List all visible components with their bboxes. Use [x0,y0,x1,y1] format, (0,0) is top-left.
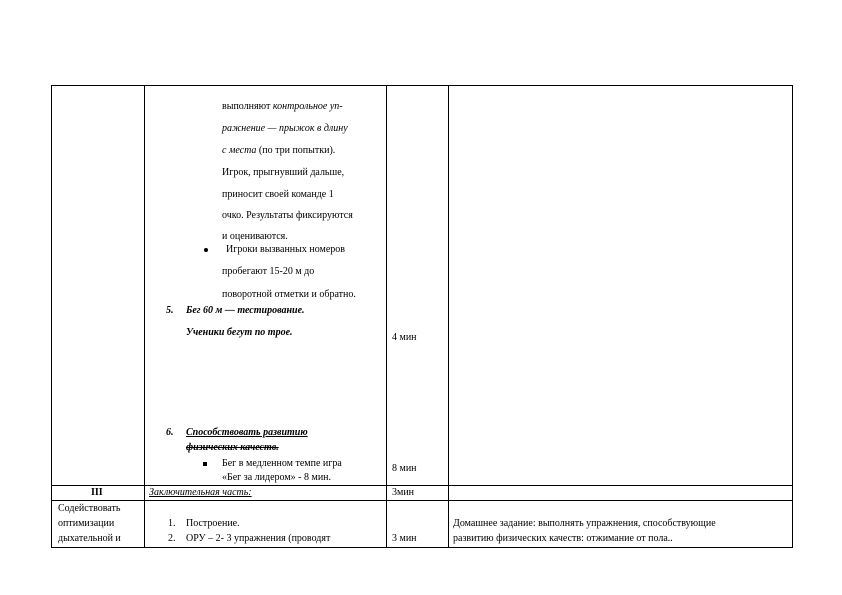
col-border-left [51,85,52,548]
item6-time: 8 мин [392,463,417,474]
list-item-2-text: ОРУ – 2- 3 упражнения (проводят [186,533,331,544]
para-line-3: с места (по три попытки). [222,145,336,156]
goal-line-1: Содействовать [58,503,121,514]
para-line-2: ражнение — прыжок в длину [222,123,348,134]
item6-bullet-line-1: Бег в медленном темпе игра [222,458,342,469]
item6-title-1: Способствовать развитию [186,427,308,438]
para-line-7: и оцениваются. [222,231,288,242]
table-bottom-border [51,547,793,548]
para-line-5: приносит своей команде 1 [222,189,334,200]
bullet-line-2: пробегают 15-20 м до [222,266,315,277]
col-border-2 [386,85,387,548]
col-border-1 [144,85,145,548]
table-top-border [51,85,793,86]
section3-title: Заключительная часть: [149,487,252,498]
list-item-2-number: 2. [168,533,176,544]
list-item-1-text: Построение. [186,518,240,529]
final-row-time: 3 мин [392,533,417,544]
bullet-line-1: Игроки вызванных номеров [226,244,346,255]
goal-line-2: оптимизации [58,518,115,529]
item5-number: 5. [166,305,174,316]
col-border-3 [448,85,449,548]
square-bullet-icon [203,462,207,466]
item5-title: Бег 60 м — тестирование. [186,305,305,316]
list-item-1-number: 1. [168,518,176,529]
bullet-icon [204,248,208,252]
item6-number: 6. [166,427,174,438]
section3-time: 3мин [392,487,415,498]
row-border-2 [51,500,793,501]
item6-title-2: физических качеств. [186,442,279,453]
para-line-6: очко. Результаты фиксируются [222,210,353,221]
col-border-right [792,85,793,548]
item5-time: 4 мин [392,332,417,343]
item5-subtitle: Ученики бегут по трое. [186,327,293,338]
homework-line-1: Домашнее задание: выполнять упражнения, способствующие [453,518,716,529]
section3-roman: III [91,487,103,498]
homework-line-2: развитию физических качеств: отжимание от пола.. [453,533,673,544]
goal-line-3: дыхательной и [58,533,121,544]
row-border-1 [51,485,793,486]
para-line-1: выполняют контрольное уп- [222,101,343,112]
bullet-line-3: поворотной отметки и обратно. [222,289,356,300]
para-line-4: Игрок, прыгнувший дальше, [222,167,345,178]
item6-bullet-line-2: «Бег за лидером» - 8 мин. [222,472,332,483]
